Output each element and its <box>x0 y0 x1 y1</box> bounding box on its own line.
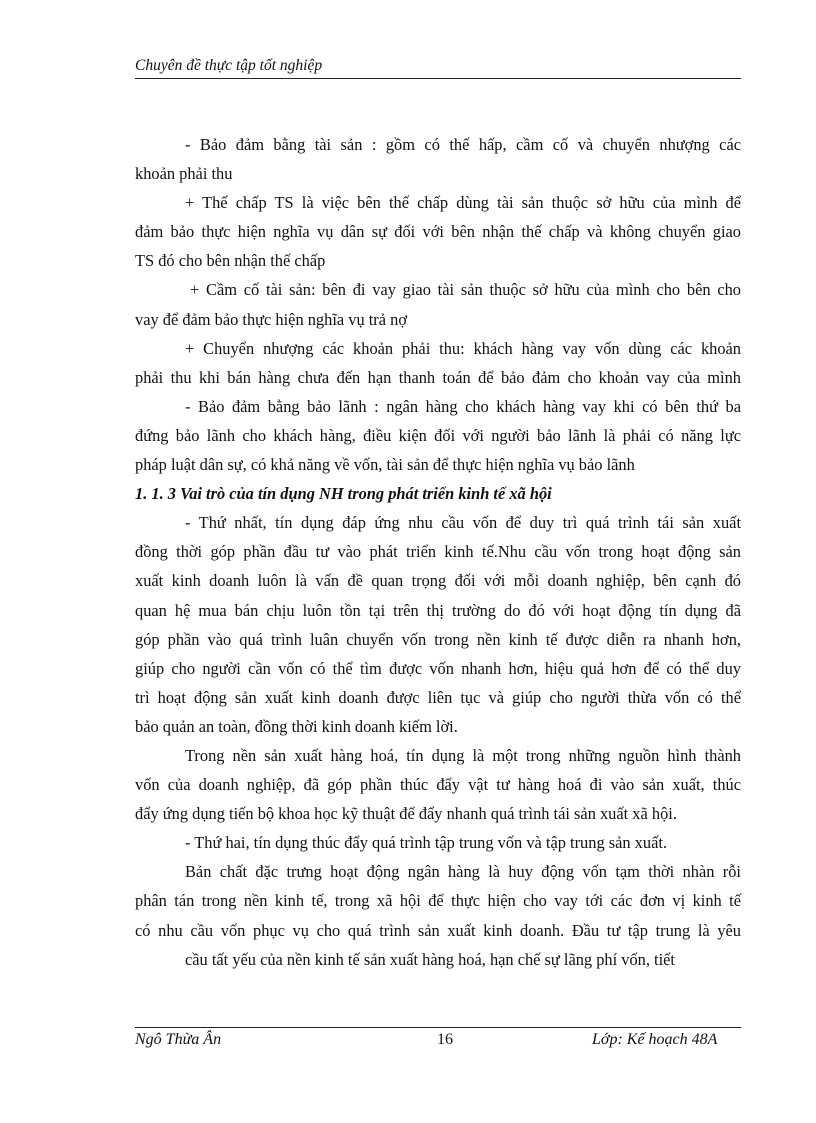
paragraph-line: pháp luật dân sự, có khả năng về vốn, tài sản để thực hiện nghĩa vụ bảo lãnh <box>135 455 635 475</box>
paragraph-line: + Cầm cố tài sản: bên đi vay giao tài sản thuộc sở hữu của mình cho bên cho <box>190 280 741 300</box>
paragraph-line: vốn của doanh nghiệp, đã góp phần thúc đẩy vật tư hàng hoá đi vào sản xuất, thúc <box>135 775 741 795</box>
paragraph-line: trì hoạt động sản xuất kinh doanh được liên tục và giúp cho người thừa vốn có thể <box>135 687 741 707</box>
paragraph-line: cầu tất yếu của nền kinh tế sản xuất hàng hoá, hạn chế sự lãng phí vốn, tiết <box>185 949 675 969</box>
paragraph-line: có nhu cầu vốn phục vụ cho quá trình sản xuất kinh doanh. Đầu tư tập trung là yêu <box>135 920 741 940</box>
paragraph-line: + Thế chấp TS là việc bên thế chấp dùng tài sản thuộc sở hữu của mình để <box>185 193 741 213</box>
paragraph-line: giúp cho người cần vốn có thể tìm được vốn nhanh hơn, hiệu quả hơn để có thể duy <box>135 658 741 678</box>
paragraph-line: - Thứ nhất, tín dụng đáp ứng nhu cầu vốn để duy trì quá trình tái sản xuất <box>185 513 741 533</box>
footer-divider <box>135 1027 741 1028</box>
paragraph-line: TS đó cho bên nhận thế chấp <box>135 251 326 271</box>
footer-author: Ngô Thừa Ân <box>135 1031 222 1048</box>
paragraph-line: đẩy ứng dụng tiến bộ khoa học kỹ thuật để đẩy nhanh quá trình tái sản xuất xã hội. <box>135 804 677 824</box>
document-body <box>135 130 741 974</box>
paragraph-line: + Chuyển nhượng các khoản phải thu: khách hàng vay vốn dùng các khoản <box>185 338 741 358</box>
paragraph-line: - Bảo đảm bằng tài sản : gồm có thế hấp, cầm cố và chuyển nhượng các <box>185 135 741 154</box>
paragraph-line: phải thu khi bán hàng chưa đến hạn thanh toán để bảo đảm cho khoản vay của mình <box>135 367 741 387</box>
paragraph-line: khoản phải thu <box>135 164 233 184</box>
paragraph-line: - Thứ hai, tín dụng thúc đẩy quá trình tập trung vốn và tập trung sản xuất. <box>185 833 667 853</box>
page-number: 16 <box>437 1031 453 1048</box>
paragraph-line: - Bảo đảm bằng bảo lãnh : ngân hàng cho khách hàng vay khi có bên thứ ba <box>185 396 741 416</box>
paragraph-line: Bản chất đặc trưng hoạt động ngân hàng là huy động vốn tạm thời nhàn rỗi <box>185 862 741 882</box>
paragraph-line: phân tán trong nền kinh tế, trong xã hội để thực hiện cho vay tới các đơn vị kinh tế <box>135 891 741 911</box>
paragraph-line: xuất kinh doanh luôn là vấn đề quan trọng đối với mỗi doanh nghiệp, bên cạnh đó <box>135 571 741 591</box>
paragraph-line: quan hệ mua bán chịu luôn tồn tại trên thị trường do đó với hoạt động tín dụng đã <box>135 600 741 620</box>
paragraph-line: Trong nền sản xuất hàng hoá, tín dụng là một trong những nguồn hình thành <box>185 745 741 765</box>
paragraph-line: đảm bảo thực hiện nghĩa vụ dân sự đối với bên nhận thế chấp và không chuyển giao <box>135 222 741 242</box>
page-header-title: Chuyên đề thực tập tốt nghiệp <box>135 57 323 74</box>
footer-class: Lớp: Kế hoạch 48A <box>592 1031 718 1048</box>
paragraph-line: góp phần vào quá trình luân chuyển vốn trong nền kinh tế được diễn ra nhanh hơn, <box>135 629 741 649</box>
paragraph-line: đồng thời góp phần đầu tư vào phát triển kinh tế.Nhu cầu vốn trong hoạt động sản <box>135 542 741 562</box>
paragraph-line: đứng bảo lãnh cho khách hàng, điều kiện đối với người bảo lãnh là phải có năng lực <box>135 425 741 445</box>
section-heading: 1. 1. 3 Vai trò của tín dụng NH trong phát triển kinh tế xã hội <box>135 484 552 504</box>
header-divider <box>135 78 741 79</box>
paragraph-line: vay để đảm bảo thực hiện nghĩa vụ trả nợ <box>135 309 407 329</box>
paragraph-line: bảo quản an toàn, đồng thời kinh doanh kiếm lời. <box>135 716 458 736</box>
